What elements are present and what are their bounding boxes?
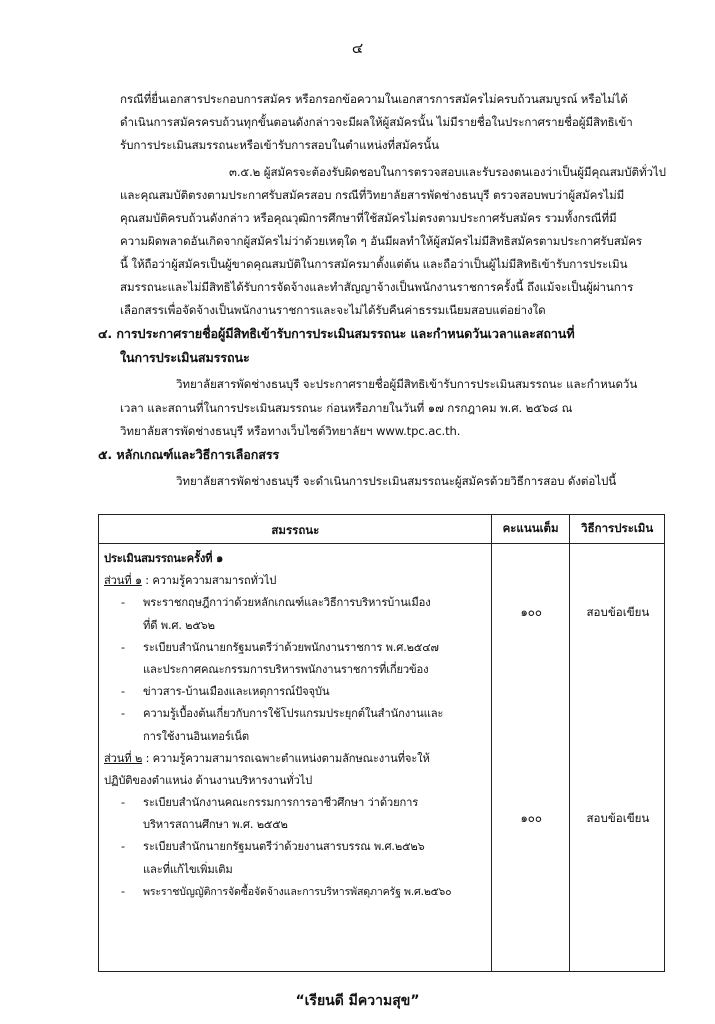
table-header-row: [99, 515, 665, 544]
part-1-method: สอบข้อเขียน: [586, 605, 650, 619]
method-cell: [570, 544, 665, 972]
part-1-desc: : ความรู้ความสามารถทั่วไป: [141, 574, 277, 588]
list-item-text: ระเบียบสำนักงานคณะกรรมการการอาชีวศึกษา ว่าด้วยการ: [143, 796, 419, 810]
page-number: ๔: [351, 39, 364, 57]
score-cell: [491, 544, 570, 972]
paragraph-line: ดำเนินการสมัครครบถ้วนทุกขั้นตอนดังกล่าวจะมีผลให้ผู้สมัครนั้น ไม่มีรายชื่อในประกาศรายชื่อผู้มีสิทธิเข้า: [120, 115, 633, 129]
section-5-heading: ๕. หลักเกณฑ์และวิธีการเลือกสรร: [98, 447, 280, 462]
table-row: [99, 544, 665, 972]
list-item-text: พระราชบัญญัติการจัดซื้อจัดจ้างและการบริหารพัสดุภาครัฐ พ.ศ.๒๕๖๐: [143, 885, 452, 898]
paragraph-line: สมรรถนะและไม่มีสิทธิได้รับการจัดจ้างและทำสัญญาจ้างเป็นพนักงานราชการครั้งนี้ ถึงแม้จะเป็นผู้ผ่านการ: [120, 280, 634, 294]
list-item-cont: และที่แก้ไขเพิ่มเติม: [143, 862, 233, 876]
section-4-body: วิทยาลัยสารพัดช่างธนบุรี จะประกาศรายชื่อผู้มีสิทธิเข้ารับการประเมินสมรรถนะ และกำหนดวัน: [176, 377, 638, 391]
list-item: - ระเบียบสำนักงานคณะกรรมการการอาชีวศึกษา ว่าด้วยการ: [121, 796, 419, 810]
list-item-cont: การใช้งานอินเทอร์เน็ต: [143, 729, 249, 743]
part-2-title: [104, 748, 487, 770]
section-5-intro: วิทยาลัยสารพัดช่างธนบุรี จะดำเนินการประเมินสมรรถนะผู้สมัครด้วยวิธีการสอบ ดังต่อไปนี้: [176, 474, 617, 488]
part-2-title-cont: ปฏิบัติของตำแหน่ง ด้านงานบริหารงานทั่วไป: [104, 773, 313, 787]
part-2-score: ๑๐๐: [520, 811, 542, 825]
part-2-desc: : ความรู้ความสามารถเฉพาะตำแหน่งตามลักษณะงานที่จะให้: [142, 751, 430, 765]
list-item-cont: ที่ดี พ.ศ. ๒๕๖๒: [143, 618, 215, 632]
list-item: - ระเบียบสำนักนายกรัฐมนตรีว่าด้วยพนักงานราชการ พ.ศ.๒๕๔๗: [121, 640, 439, 654]
paragraph-line: คุณสมบัติครบถ้วนดังกล่าว หรือคุณวุฒิการศึกษาที่ใช้สมัครไม่ตรงตามประกาศรับสมัคร รวมทั้งกรณีที่มี: [120, 211, 617, 225]
section-4-heading: ๔. การประกาศรายชื่อผู้มีสิทธิเข้ารับการประเมินสมรรถนะ และกำหนดวันเวลาและสถานที่: [98, 326, 575, 341]
round-title: ประเมินสมรรถนะครั้งที่ ๑: [104, 552, 224, 565]
paragraph-line: และคุณสมบัติตรงตามประกาศรับสมัครสอบ กรณีที่วิทยาลัยสารพัดช่างธนบุรี ตรวจสอบพบว่าผู้สมัครไม่มี: [120, 188, 625, 202]
paragraph-line: นี้ ให้ถือว่าผู้สมัครเป็นผู้ขาดคุณสมบัติในการสมัครมาตั้งแต่ต้น และถือว่าเป็นผู้ไม่มีสิทธิเข้ารับการประเมิน: [120, 257, 628, 271]
paragraph-line: รับการประเมินสมรรถนะหรือเข้ารับการสอบในตำแหน่งที่สมัครนั้น: [120, 138, 439, 152]
header-full-score: คะแนนเต็ม: [491, 515, 570, 544]
part-2-method: สอบข้อเขียน: [586, 811, 650, 825]
list-item-text: ความรู้เบื้องต้นเกี่ยวกับการใช้โปรแกรมประยุกต์ในสำนักงานและ: [143, 707, 444, 721]
section-4-heading-cont: ในการประเมินสมรรถนะ: [120, 350, 250, 365]
competency-table: [98, 514, 665, 972]
list-item-text: ระเบียบสำนักนายกรัฐมนตรีว่าด้วยพนักงานราชการ พ.ศ.๒๕๔๗: [143, 640, 439, 654]
paragraph-line: กรณีที่ยื่นเอกสารประกอบการสมัคร หรือกรอกข้อความในเอกสารการสมัครไม่ครบถ้วนสมบูรณ์ หรือไม่ได้: [120, 92, 628, 106]
list-item-text: ระเบียบสำนักนายกรัฐมนตรีว่าด้วยงานสารบรรณ พ.ศ.๒๕๒๖: [143, 840, 425, 854]
list-item: - พระราชบัญญัติการจัดซื้อจัดจ้างและการบริหารพัสดุภาครัฐ พ.ศ.๒๕๖๐: [121, 884, 452, 898]
paragraph-line: ความผิดพลาดอันเกิดจากผู้สมัครไม่ว่าด้วยเหตุใด ๆ อันมีผลทำให้ผู้สมัครไม่มีสิทธิสมัครตามประกาศรับสมัคร: [120, 234, 643, 248]
list-item: - ข่าวสาร-บ้านเมืองและเหตุการณ์ปัจจุบัน: [121, 685, 330, 699]
part-1-title: [104, 570, 487, 592]
list-item-cont: บริหารสถานศึกษา พ.ศ. ๒๕๕๒: [143, 818, 288, 832]
list-item-text: ข่าวสาร-บ้านเมืองและเหตุการณ์ปัจจุบัน: [143, 685, 330, 699]
competency-cell: [99, 544, 492, 972]
section-4-body: เวลา และสถานที่ในการประเมินสมรรถนะ ก่อนหรือภายในวันที่ ๑๗ กรกฎาคม พ.ศ. ๒๕๖๘ ณ: [120, 401, 573, 415]
part-1-score: ๑๐๐: [520, 605, 542, 619]
header-competency: สมรรถนะ: [99, 515, 492, 544]
motto-footer: “เรียนดี มีความสุข”: [295, 993, 420, 1009]
paragraph-line: เลือกสรรเพื่อจัดจ้างเป็นพนักงานราชการและจะไม่ได้รับคืนค่าธรรมเนียมสอบแต่อย่างใด: [120, 303, 546, 317]
part-2-label: ส่วนที่ ๒: [104, 751, 143, 765]
list-item-cont: และประกาศคณะกรรมการบริหารพนักงานราชการที่เกี่ยวข้อง: [143, 662, 429, 676]
list-item: - ความรู้เบื้องต้นเกี่ยวกับการใช้โปรแกรมประยุกต์ในสำนักงานและ: [121, 707, 444, 721]
list-item: - พระราชกฤษฎีกาว่าด้วยหลักเกณฑ์และวิธีการบริหารบ้านเมือง: [121, 596, 431, 610]
list-item-text: พระราชกฤษฎีกาว่าด้วยหลักเกณฑ์และวิธีการบริหารบ้านเมือง: [143, 596, 431, 610]
list-item: - ระเบียบสำนักนายกรัฐมนตรีว่าด้วยงานสารบรรณ พ.ศ.๒๕๒๖: [121, 840, 425, 854]
section-4-body: วิทยาลัยสารพัดช่างธนบุรี หรือทางเว็บไซต์วิทยาลัยฯ www.tpc.ac.th.: [120, 424, 461, 438]
header-method: วิธีการประเมิน: [570, 515, 665, 544]
part-1-label: ส่วนที่ ๑: [104, 574, 142, 588]
paragraph-line: ๓.๕.๒ ผู้สมัครจะต้องรับผิดชอบในการตรวจสอบและรับรองตนเองว่าเป็นผู้มีคุณสมบัติทั่วไป: [229, 165, 666, 179]
